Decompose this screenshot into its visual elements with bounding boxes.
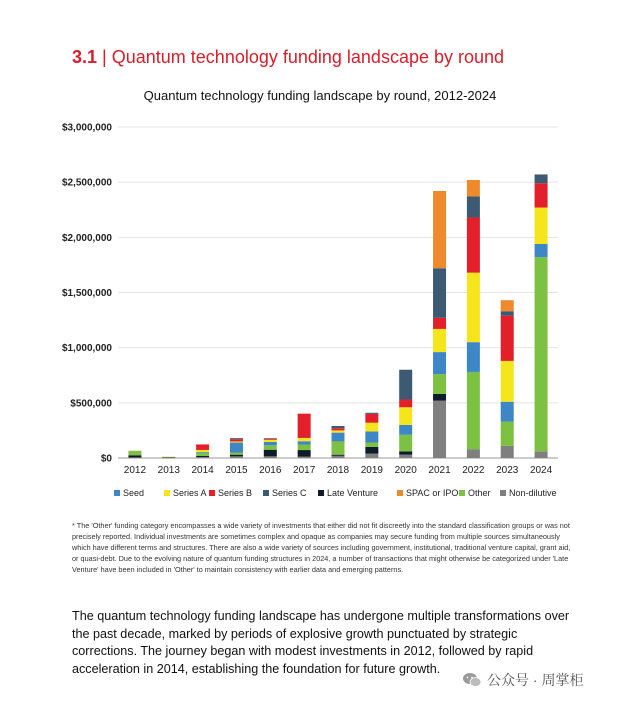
legend-label: Late Venture xyxy=(327,488,379,498)
bar-segment xyxy=(196,450,209,452)
bar-segment xyxy=(501,402,514,422)
bar-segment xyxy=(332,426,345,428)
legend-label: SPAC or IPO xyxy=(406,488,459,498)
section-title: Quantum technology funding landscape by round xyxy=(111,47,505,67)
bar-segment xyxy=(230,443,243,453)
legend-swatch xyxy=(263,490,269,496)
x-tick-label: 2019 xyxy=(360,465,383,476)
x-tick-label: 2018 xyxy=(326,465,350,476)
bar-segment xyxy=(399,407,412,425)
bar-segment xyxy=(433,191,446,268)
bar-segment xyxy=(162,457,175,458)
bar-segment xyxy=(264,442,277,445)
bar-segment xyxy=(433,318,446,329)
bar-segment xyxy=(128,451,141,452)
bar-segment xyxy=(399,425,412,435)
legend-swatch xyxy=(500,490,506,496)
bar-segment xyxy=(264,450,277,457)
legend-swatch xyxy=(164,490,170,496)
x-tick-label: 2015 xyxy=(225,465,248,476)
bar-segment xyxy=(264,439,277,440)
wechat-icon xyxy=(462,672,482,688)
bar-segment xyxy=(365,413,378,414)
bar-segment xyxy=(535,174,548,183)
y-tick-label: $3,000,000 xyxy=(61,122,112,134)
bar-segment xyxy=(433,268,446,318)
bar-segment xyxy=(433,394,446,401)
x-tick-label: 2016 xyxy=(259,465,282,476)
bar-segment xyxy=(332,441,345,454)
bar-segment xyxy=(535,183,548,207)
bar-segment xyxy=(433,329,446,352)
bar-segment xyxy=(230,455,243,457)
legend-swatch xyxy=(397,490,403,496)
bar-segment xyxy=(501,361,514,402)
bar-segment xyxy=(433,352,446,374)
legend-label: Non-dilutive xyxy=(509,488,557,498)
legend-label: Series B xyxy=(218,488,253,498)
bar-segment xyxy=(467,273,480,343)
legend-label: Other xyxy=(468,488,491,498)
y-tick-label: $2,500,000 xyxy=(61,177,112,189)
bar-segment xyxy=(467,180,480,197)
bar-segment xyxy=(365,423,378,432)
bar-segment xyxy=(298,445,311,451)
bar-segment xyxy=(298,450,311,457)
y-tick-label: $1,500,000 xyxy=(61,288,112,299)
x-tick-label: 2013 xyxy=(157,465,180,476)
bar-segment xyxy=(501,446,514,458)
bar-segment xyxy=(264,445,277,449)
bar-segment xyxy=(332,456,345,458)
bar-segment xyxy=(298,414,311,438)
bar-segment xyxy=(264,440,277,442)
bar-segment xyxy=(230,439,243,441)
chart-footnote: * The 'Other' funding category encompasses a wide variety of investments that either did not fit discreetly into the standard classification groups or was not precisely reported. Individual investments are sometimes complex and opaque as companies may secure funding from multiple sources simultaneously which have different terms and structures. There are also a wide variety of sources including government, institutional, traditional venture capital, grant aid, or quasi-debt. Due to the evolving nature of quantum funding structures in 2024, a number of transactions that might otherwise be categorized under 'Late Venture' have been included in 'Other' to maintain consistency with earlier data and emerging patterns. xyxy=(72,521,571,574)
bar-segment xyxy=(196,444,209,450)
bar-segment xyxy=(501,422,514,446)
y-tick-label: $1,000,000 xyxy=(61,343,112,355)
x-tick-label: 2014 xyxy=(191,465,214,476)
section-number: 3.1 xyxy=(72,47,98,67)
bar-segment xyxy=(535,244,548,257)
bar-segment xyxy=(467,449,480,458)
bar-segment xyxy=(501,300,514,311)
bar-segment xyxy=(501,316,514,361)
bar-segment xyxy=(501,311,514,315)
watermark-text: 公众号 · 周掌柜 xyxy=(487,672,584,688)
bar-segment xyxy=(399,435,412,452)
bar-segment xyxy=(162,458,175,459)
legend-label: Seed xyxy=(123,488,145,498)
bar-segment xyxy=(196,456,209,457)
bar-segment xyxy=(399,451,412,454)
bar-segment xyxy=(128,457,141,458)
bar-segment xyxy=(298,441,311,444)
legend-swatch xyxy=(318,490,324,496)
bar-segment xyxy=(535,451,548,458)
x-tick-label: 2012 xyxy=(123,465,147,476)
x-tick-label: 2021 xyxy=(428,465,451,476)
x-tick-label: 2023 xyxy=(496,465,519,476)
bar-segment xyxy=(365,454,378,458)
bar-segment xyxy=(399,370,412,400)
bar-segment xyxy=(467,197,480,218)
bar-segment xyxy=(128,451,141,455)
section-separator: | xyxy=(102,47,107,67)
bar-segment xyxy=(230,456,243,458)
bar-segment xyxy=(332,428,345,430)
x-tick-label: 2022 xyxy=(462,465,485,476)
bar-segment xyxy=(230,438,243,439)
bar-segment xyxy=(535,257,548,451)
bar-segment xyxy=(399,455,412,458)
bar-segment xyxy=(196,457,209,458)
bar-segment xyxy=(535,208,548,244)
bar-segment xyxy=(298,438,311,441)
bar-segment xyxy=(399,400,412,408)
bar-segment xyxy=(264,438,277,439)
bar-segment xyxy=(264,456,277,458)
y-tick-label: $0 xyxy=(100,453,112,465)
bar-segment xyxy=(230,452,243,454)
legend-swatch xyxy=(209,490,215,496)
bar-segment xyxy=(196,453,209,456)
legend-swatch xyxy=(114,490,120,496)
bar-segment xyxy=(196,452,209,453)
bar-segment xyxy=(128,455,141,457)
bar-segment xyxy=(365,432,378,443)
x-tick-label: 2020 xyxy=(394,465,417,476)
bar-segment xyxy=(332,455,345,456)
body-paragraph: The quantum technology funding landscape has undergone multiple transformations over the past decade, marked by periods of explosive growth punctuated by strategic corrections. The journey began with modest investments in 2012, followed by rapid acceleration in 2014, establishing the foundation for future growth. xyxy=(72,609,570,676)
y-tick-label: $2,000,000 xyxy=(61,232,112,244)
y-tick-label: $500,000 xyxy=(70,398,112,410)
bar-segment xyxy=(332,430,345,432)
bar-segment xyxy=(433,401,446,458)
bar-segment xyxy=(365,443,378,447)
bar-segment xyxy=(467,217,480,272)
legend-swatch xyxy=(459,490,465,496)
bar-segment xyxy=(365,414,378,423)
bar-segment xyxy=(230,441,243,442)
x-tick-label: 2017 xyxy=(293,465,316,476)
bar-segment xyxy=(467,372,480,449)
bar-segment xyxy=(298,457,311,458)
legend-label: Series C xyxy=(272,488,307,498)
bar-segment xyxy=(433,374,446,394)
bar-segment xyxy=(332,433,345,442)
x-tick-label: 2024 xyxy=(529,465,553,476)
bar-segment xyxy=(365,447,378,454)
bar-segment xyxy=(467,342,480,372)
chart-title: Quantum technology funding landscape by round, 2012-2024 xyxy=(143,88,497,103)
watermark xyxy=(462,670,583,690)
legend-label: Series A xyxy=(173,488,207,498)
